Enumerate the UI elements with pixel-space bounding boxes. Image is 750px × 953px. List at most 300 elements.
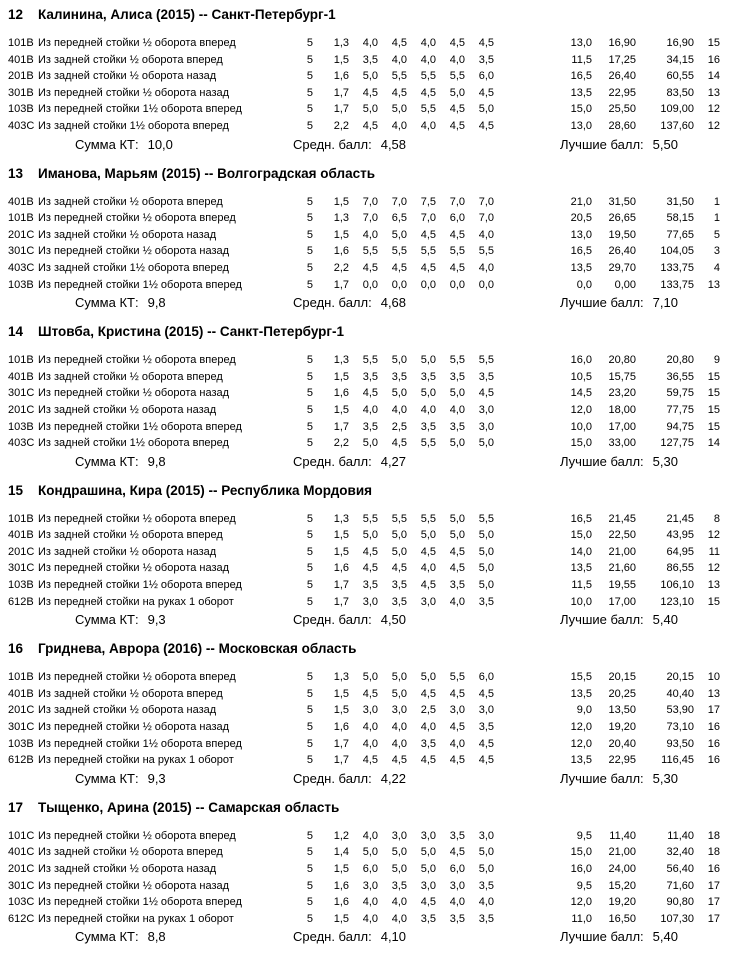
athlete-name: Гриднева, Аврора (2016) -- Московская область bbox=[38, 641, 357, 657]
dive-total: 25,50 bbox=[608, 103, 636, 116]
judge-score-5: 6,0 bbox=[478, 70, 494, 83]
scores-sum: 14,5 bbox=[570, 387, 592, 400]
scores-sum: 13,5 bbox=[570, 687, 592, 700]
best-score-label: Лучшие балл: bbox=[560, 453, 644, 469]
judge-score-1: 3,5 bbox=[362, 579, 378, 592]
athlete-summary bbox=[0, 136, 750, 154]
dive-description: Из задней стойки ½ оборота назад bbox=[38, 228, 217, 241]
dive-description: Из задней стойки ½ оборота назад bbox=[38, 70, 217, 83]
judge-score-2: 3,5 bbox=[391, 579, 407, 592]
dive-code: 301С bbox=[8, 879, 35, 892]
judge-score-3: 5,0 bbox=[420, 846, 436, 859]
judge-score-4: 3,5 bbox=[449, 370, 465, 383]
dive-total: 29,70 bbox=[608, 261, 636, 274]
dive-code: 201С bbox=[8, 403, 35, 416]
judges-count: 5 bbox=[306, 912, 313, 925]
dive-code: 103В bbox=[8, 420, 34, 433]
judge-score-1: 3,5 bbox=[362, 420, 378, 433]
current-place: 1 bbox=[713, 212, 720, 225]
judge-score-4: 4,5 bbox=[449, 261, 465, 274]
judge-score-2: 4,0 bbox=[391, 737, 407, 750]
difficulty-coefficient: 1,3 bbox=[333, 512, 349, 525]
current-place: 15 bbox=[707, 387, 720, 400]
judge-score-4: 3,5 bbox=[449, 579, 465, 592]
judge-score-5: 3,0 bbox=[478, 829, 494, 842]
dive-total: 22,95 bbox=[608, 86, 636, 99]
judge-score-1: 5,0 bbox=[362, 846, 378, 859]
current-place: 5 bbox=[713, 228, 720, 241]
dive-row bbox=[0, 419, 750, 436]
dive-rows bbox=[0, 511, 750, 611]
dive-description: Из передней стойки ½ оборота назад bbox=[38, 387, 230, 400]
judge-score-3: 4,5 bbox=[420, 545, 436, 558]
judge-score-5: 3,5 bbox=[478, 721, 494, 734]
dive-description: Из передней стойки 1½ оборота вперед bbox=[38, 278, 242, 291]
judge-score-4: 4,5 bbox=[449, 545, 465, 558]
athlete-number: 16 bbox=[8, 641, 24, 657]
judge-score-2: 5,0 bbox=[391, 103, 407, 116]
best-score-value: 5,40 bbox=[652, 612, 678, 628]
running-total: 127,75 bbox=[660, 437, 694, 450]
running-total: 56,40 bbox=[666, 863, 694, 875]
judge-score-5: 4,5 bbox=[478, 37, 494, 49]
judge-score-1: 5,5 bbox=[362, 245, 378, 258]
running-total: 107,30 bbox=[660, 912, 694, 925]
judge-score-2: 3,0 bbox=[391, 829, 407, 842]
best-score-group bbox=[560, 928, 678, 946]
dive-row bbox=[0, 210, 750, 227]
judge-score-1: 5,5 bbox=[362, 512, 378, 525]
scores-sum: 13,5 bbox=[570, 261, 592, 274]
judge-score-3: 5,0 bbox=[420, 671, 436, 684]
dive-total: 26,65 bbox=[608, 212, 636, 225]
dive-code: 201С bbox=[8, 228, 35, 241]
judge-score-3: 4,0 bbox=[420, 119, 436, 132]
dive-total: 15,75 bbox=[608, 370, 636, 383]
judge-score-5: 4,0 bbox=[478, 228, 494, 241]
dive-total: 21,00 bbox=[608, 545, 636, 558]
judge-score-5: 4,5 bbox=[478, 737, 494, 750]
judge-score-4: 5,0 bbox=[449, 387, 465, 400]
scores-sum: 9,5 bbox=[576, 879, 592, 892]
running-total: 32,40 bbox=[666, 846, 694, 859]
judges-count: 5 bbox=[306, 754, 313, 767]
judge-score-4: 4,5 bbox=[449, 721, 465, 734]
judge-score-4: 4,5 bbox=[449, 562, 465, 575]
dive-description: Из передней стойки ½ оборота вперед bbox=[38, 354, 236, 367]
dive-code: 103В bbox=[8, 737, 34, 750]
judge-score-3: 4,0 bbox=[420, 562, 436, 575]
dive-description: Из передней стойки ½ оборота вперед bbox=[38, 512, 236, 525]
scores-sum: 9,5 bbox=[576, 829, 592, 842]
sum-kt-value: 9,3 bbox=[147, 770, 166, 786]
dive-description: Из задней стойки ½ оборота назад bbox=[38, 545, 217, 558]
judge-score-2: 4,0 bbox=[391, 403, 407, 416]
dive-rows bbox=[0, 352, 750, 452]
difficulty-coefficient: 1,3 bbox=[333, 671, 349, 684]
judge-score-1: 4,5 bbox=[362, 119, 378, 132]
dive-row bbox=[0, 35, 750, 52]
judge-score-2: 4,0 bbox=[391, 53, 407, 66]
current-place: 16 bbox=[707, 721, 720, 734]
difficulty-coefficient: 1,7 bbox=[333, 579, 349, 592]
dive-row bbox=[0, 894, 750, 911]
running-total: 133,75 bbox=[660, 261, 694, 274]
judge-score-1: 4,0 bbox=[362, 912, 378, 925]
dive-description: Из передней стойки ½ оборота назад bbox=[38, 245, 230, 258]
current-place: 15 bbox=[707, 370, 720, 383]
dive-total: 22,50 bbox=[608, 529, 636, 542]
athlete-header bbox=[0, 324, 750, 340]
difficulty-coefficient: 1,3 bbox=[333, 354, 349, 367]
dive-description: Из задней стойки ½ оборота вперед bbox=[38, 195, 223, 208]
dive-row bbox=[0, 719, 750, 736]
judge-score-3: 5,5 bbox=[420, 437, 436, 450]
best-score-group bbox=[560, 770, 678, 788]
judge-score-2: 4,5 bbox=[391, 562, 407, 575]
scores-sum: 12,0 bbox=[570, 721, 592, 734]
running-total: 11,40 bbox=[667, 829, 694, 842]
judge-score-1: 5,0 bbox=[362, 103, 378, 116]
athlete-summary bbox=[0, 453, 750, 471]
difficulty-coefficient: 1,5 bbox=[333, 370, 349, 383]
dive-row bbox=[0, 861, 750, 878]
judges-count: 5 bbox=[306, 829, 313, 842]
judge-score-4: 4,0 bbox=[449, 896, 465, 909]
judge-score-5: 3,5 bbox=[478, 912, 494, 925]
judge-score-3: 2,5 bbox=[420, 704, 436, 717]
judges-count: 5 bbox=[306, 595, 313, 608]
judge-score-2: 5,0 bbox=[391, 846, 407, 859]
running-total: 86,55 bbox=[666, 562, 694, 575]
judges-count: 5 bbox=[306, 721, 313, 734]
athlete-number: 14 bbox=[8, 324, 24, 340]
running-total: 64,95 bbox=[666, 545, 694, 558]
dive-total: 26,40 bbox=[608, 70, 636, 83]
dive-row bbox=[0, 736, 750, 753]
dive-total: 17,00 bbox=[608, 420, 636, 433]
scores-sum: 11,0 bbox=[571, 912, 592, 925]
running-total: 133,75 bbox=[660, 278, 694, 291]
current-place: 4 bbox=[713, 261, 720, 274]
dive-row bbox=[0, 385, 750, 402]
difficulty-coefficient: 1,5 bbox=[333, 863, 349, 875]
current-place: 17 bbox=[707, 704, 720, 717]
dive-description: Из передней стойки ½ оборота вперед bbox=[38, 212, 236, 225]
judge-score-1: 4,0 bbox=[362, 228, 378, 241]
sum-kt-value: 10,0 bbox=[147, 136, 173, 152]
judge-score-4: 0,0 bbox=[449, 278, 465, 291]
judge-score-3: 3,5 bbox=[420, 420, 436, 433]
scores-sum: 13,5 bbox=[570, 562, 592, 575]
judge-score-4: 4,0 bbox=[449, 737, 465, 750]
dive-description: Из задней стойки ½ оборота вперед bbox=[38, 370, 223, 383]
judges-count: 5 bbox=[306, 53, 313, 66]
scores-sum: 16,5 bbox=[570, 512, 592, 525]
dive-total: 15,20 bbox=[608, 879, 636, 892]
scores-sum: 16,0 bbox=[570, 863, 592, 875]
judge-score-2: 4,5 bbox=[391, 37, 407, 49]
judge-score-2: 5,0 bbox=[391, 545, 407, 558]
dive-code: 401В bbox=[8, 529, 34, 542]
dive-code: 201С bbox=[8, 863, 35, 875]
judge-score-5: 4,5 bbox=[478, 754, 494, 767]
judge-score-5: 4,5 bbox=[478, 119, 494, 132]
judge-score-2: 5,0 bbox=[391, 228, 407, 241]
dive-description: Из передней стойки 1½ оборота вперед bbox=[38, 737, 242, 750]
dive-code: 101С bbox=[8, 829, 35, 842]
difficulty-coefficient: 1,7 bbox=[333, 86, 349, 99]
dive-description: Из задней стойки ½ оборота вперед bbox=[38, 53, 223, 66]
current-place: 17 bbox=[707, 912, 720, 925]
judge-score-5: 5,0 bbox=[478, 863, 494, 875]
athlete-number: 13 bbox=[8, 165, 24, 181]
difficulty-coefficient: 2,2 bbox=[333, 119, 349, 132]
dive-description: Из передней стойки 1½ оборота вперед bbox=[38, 103, 242, 116]
current-place: 17 bbox=[707, 896, 720, 909]
current-place: 15 bbox=[707, 37, 720, 49]
dive-total: 19,55 bbox=[608, 579, 636, 592]
avg-score-value: 4,58 bbox=[380, 136, 407, 152]
judge-score-3: 5,0 bbox=[420, 863, 436, 875]
judge-score-1: 4,5 bbox=[362, 387, 378, 400]
running-total: 34,15 bbox=[666, 53, 694, 66]
athlete-summary bbox=[0, 294, 750, 312]
running-total: 60,55 bbox=[666, 70, 694, 83]
sum-kt-label: Сумма КТ: bbox=[75, 929, 139, 945]
judges-count: 5 bbox=[306, 512, 313, 525]
dive-total: 17,00 bbox=[608, 595, 636, 608]
scores-sum: 15,0 bbox=[570, 846, 592, 859]
judge-score-2: 4,0 bbox=[391, 912, 407, 925]
judge-score-5: 5,0 bbox=[478, 545, 494, 558]
scores-sum: 11,5 bbox=[571, 53, 592, 66]
dive-description: Из задней стойки ½ оборота вперед bbox=[38, 687, 223, 700]
avg-score-label: Средн. балл: bbox=[293, 929, 372, 945]
best-score-label: Лучшие балл: bbox=[560, 929, 644, 945]
dive-total: 31,50 bbox=[608, 195, 636, 208]
scores-sum: 15,0 bbox=[570, 529, 592, 542]
dive-row bbox=[0, 227, 750, 244]
dive-row bbox=[0, 527, 750, 544]
dive-row bbox=[0, 101, 750, 118]
judge-score-5: 7,0 bbox=[478, 212, 494, 225]
avg-score-value: 4,27 bbox=[380, 453, 407, 469]
dive-total: 18,00 bbox=[608, 403, 636, 416]
dive-code: 101В bbox=[8, 37, 34, 49]
judge-score-3: 5,0 bbox=[420, 529, 436, 542]
judge-score-3: 4,0 bbox=[420, 37, 436, 49]
sum-kt-group bbox=[75, 928, 293, 946]
judge-score-5: 3,5 bbox=[478, 370, 494, 383]
current-place: 1 bbox=[713, 195, 720, 208]
scores-sum: 15,0 bbox=[570, 437, 592, 450]
judge-score-3: 5,5 bbox=[420, 512, 436, 525]
judge-score-3: 4,5 bbox=[420, 687, 436, 700]
sum-kt-group bbox=[75, 611, 293, 629]
difficulty-coefficient: 1,4 bbox=[333, 846, 349, 859]
difficulty-coefficient: 1,5 bbox=[333, 912, 349, 925]
judge-score-3: 5,5 bbox=[420, 70, 436, 83]
judge-score-1: 3,5 bbox=[362, 370, 378, 383]
dive-row bbox=[0, 752, 750, 769]
scores-sum: 10,0 bbox=[570, 595, 592, 608]
judge-score-3: 5,5 bbox=[420, 103, 436, 116]
judge-score-5: 5,0 bbox=[478, 103, 494, 116]
judge-score-4: 5,5 bbox=[449, 354, 465, 367]
dive-description: Из передней стойки на руках 1 оборот bbox=[38, 754, 234, 767]
judges-count: 5 bbox=[306, 687, 313, 700]
dive-description: Из задней стойки ½ оборота вперед bbox=[38, 529, 223, 542]
dive-row bbox=[0, 243, 750, 260]
judge-score-4: 4,0 bbox=[449, 53, 465, 66]
scores-sum: 13,0 bbox=[570, 37, 592, 49]
difficulty-coefficient: 1,3 bbox=[333, 212, 349, 225]
judge-score-1: 4,5 bbox=[362, 562, 378, 575]
current-place: 13 bbox=[707, 86, 720, 99]
judge-score-4: 3,0 bbox=[449, 879, 465, 892]
dive-total: 20,15 bbox=[608, 671, 636, 684]
current-place: 12 bbox=[707, 529, 720, 542]
athlete-block bbox=[0, 7, 750, 154]
difficulty-coefficient: 1,7 bbox=[333, 595, 349, 608]
dive-rows bbox=[0, 35, 750, 135]
current-place: 14 bbox=[707, 437, 720, 450]
scores-sum: 20,5 bbox=[570, 212, 592, 225]
judge-score-5: 3,0 bbox=[478, 704, 494, 717]
best-score-label: Лучшие балл: bbox=[560, 136, 644, 152]
dive-row bbox=[0, 511, 750, 528]
judge-score-3: 3,5 bbox=[420, 912, 436, 925]
judges-count: 5 bbox=[306, 278, 313, 291]
current-place: 18 bbox=[707, 846, 720, 859]
judge-score-4: 4,0 bbox=[449, 595, 465, 608]
judge-score-3: 5,0 bbox=[420, 387, 436, 400]
avg-score-value: 4,68 bbox=[380, 295, 407, 311]
judges-count: 5 bbox=[306, 245, 313, 258]
avg-score-group bbox=[293, 770, 560, 788]
sum-kt-label: Сумма КТ: bbox=[75, 770, 139, 786]
running-total: 58,15 bbox=[666, 212, 694, 225]
running-total: 93,50 bbox=[666, 737, 694, 750]
judges-count: 5 bbox=[306, 103, 313, 116]
dive-row bbox=[0, 577, 750, 594]
difficulty-coefficient: 1,5 bbox=[333, 704, 349, 717]
difficulty-coefficient: 1,3 bbox=[333, 37, 349, 49]
running-total: 16,90 bbox=[666, 37, 694, 49]
athlete-summary bbox=[0, 611, 750, 629]
judge-score-1: 4,0 bbox=[362, 896, 378, 909]
judges-count: 5 bbox=[306, 896, 313, 909]
judge-score-2: 3,5 bbox=[391, 879, 407, 892]
dive-row bbox=[0, 194, 750, 211]
scores-sum: 13,5 bbox=[570, 86, 592, 99]
dive-total: 28,60 bbox=[608, 119, 636, 132]
judge-score-1: 4,0 bbox=[362, 37, 378, 49]
difficulty-coefficient: 1,5 bbox=[333, 687, 349, 700]
current-place: 14 bbox=[707, 70, 720, 83]
judge-score-2: 3,5 bbox=[391, 370, 407, 383]
dive-total: 11,40 bbox=[609, 829, 636, 842]
athlete-summary bbox=[0, 770, 750, 788]
dive-description: Из задней стойки 1½ оборота вперед bbox=[38, 119, 229, 132]
judge-score-5: 3,0 bbox=[478, 403, 494, 416]
dive-rows bbox=[0, 194, 750, 294]
judges-count: 5 bbox=[306, 387, 313, 400]
dive-row bbox=[0, 878, 750, 895]
judge-score-5: 3,5 bbox=[478, 595, 494, 608]
athlete-summary bbox=[0, 928, 750, 946]
current-place: 16 bbox=[707, 53, 720, 66]
judge-score-5: 3,5 bbox=[478, 879, 494, 892]
difficulty-coefficient: 1,7 bbox=[333, 103, 349, 116]
judges-count: 5 bbox=[306, 195, 313, 208]
judge-score-2: 4,0 bbox=[391, 721, 407, 734]
dive-total: 19,20 bbox=[608, 721, 636, 734]
judge-score-4: 4,5 bbox=[449, 37, 465, 49]
judge-score-1: 5,0 bbox=[362, 671, 378, 684]
dive-code: 301С bbox=[8, 562, 35, 575]
judge-score-2: 3,5 bbox=[391, 595, 407, 608]
dive-code: 401В bbox=[8, 53, 34, 66]
best-score-group bbox=[560, 294, 678, 312]
judges-count: 5 bbox=[306, 863, 313, 875]
sum-kt-value: 9,8 bbox=[147, 453, 166, 469]
athlete-name: Калинина, Алиса (2015) -- Санкт-Петербург-1 bbox=[38, 7, 336, 22]
judge-score-2: 5,5 bbox=[391, 70, 407, 83]
dive-description: Из задней стойки ½ оборота назад bbox=[38, 403, 217, 416]
judge-score-3: 4,5 bbox=[420, 86, 436, 99]
judge-score-4: 4,5 bbox=[449, 754, 465, 767]
dive-row bbox=[0, 352, 750, 369]
dive-code: 401В bbox=[8, 687, 34, 700]
running-total: 77,65 bbox=[666, 228, 694, 241]
judge-score-3: 4,5 bbox=[420, 261, 436, 274]
current-place: 9 bbox=[713, 354, 720, 367]
current-place: 15 bbox=[707, 420, 720, 433]
running-total: 71,60 bbox=[666, 879, 694, 892]
judge-score-4: 7,0 bbox=[449, 195, 465, 208]
judge-score-1: 5,5 bbox=[362, 354, 378, 367]
current-place: 13 bbox=[707, 278, 720, 291]
dive-row bbox=[0, 68, 750, 85]
current-place: 8 bbox=[713, 512, 720, 525]
sum-kt-value: 8,8 bbox=[147, 929, 166, 945]
current-place: 17 bbox=[707, 879, 720, 892]
dive-total: 19,50 bbox=[608, 228, 636, 241]
athlete-header bbox=[0, 641, 750, 657]
dive-row bbox=[0, 402, 750, 419]
judge-score-1: 4,0 bbox=[362, 737, 378, 750]
scores-sum: 15,5 bbox=[570, 671, 592, 684]
running-total: 73,10 bbox=[666, 721, 694, 734]
judge-score-1: 4,5 bbox=[362, 687, 378, 700]
difficulty-coefficient: 1,6 bbox=[333, 245, 349, 258]
dive-code: 403С bbox=[8, 119, 35, 132]
judges-count: 5 bbox=[306, 119, 313, 132]
judges-count: 5 bbox=[306, 261, 313, 274]
judge-score-1: 3,0 bbox=[362, 595, 378, 608]
dive-row bbox=[0, 686, 750, 703]
judge-score-4: 5,0 bbox=[449, 529, 465, 542]
judge-score-2: 6,5 bbox=[391, 212, 407, 225]
judge-score-5: 3,0 bbox=[478, 420, 494, 433]
athlete-block bbox=[0, 483, 750, 630]
dive-row bbox=[0, 844, 750, 861]
difficulty-coefficient: 2,2 bbox=[333, 437, 349, 450]
sum-kt-label: Сумма КТ: bbox=[75, 136, 139, 152]
best-score-value: 5,30 bbox=[652, 770, 678, 786]
